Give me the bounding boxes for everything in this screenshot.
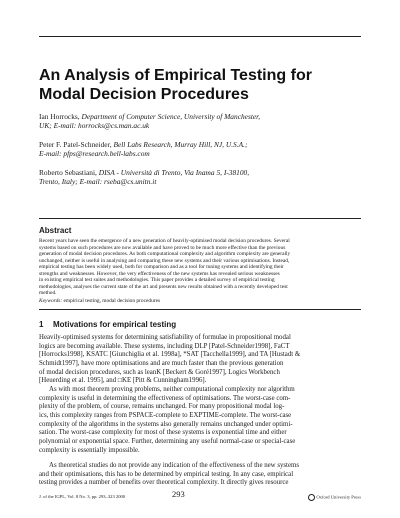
abstract-text bbox=[39, 238, 361, 297]
author-1 bbox=[39, 112, 369, 130]
body-line: polynomial or exponential space. Further, determining any useful normal-case or special-case bbox=[39, 437, 296, 445]
author-affiliation: DISA - Università di Trento, Via Inama 5, I-38100, bbox=[98, 168, 250, 177]
author-name: Ian Horrocks, bbox=[39, 112, 80, 121]
abstract-line: empirical testing has been widely used, both for comparison and as a tool for tuning systems and identifying their bbox=[39, 264, 284, 271]
title-line-2: Modal Decision Procedures bbox=[39, 86, 249, 103]
abstract-line: systems based on such procedures are now available and have proved to be much more effective than the previous bbox=[39, 244, 286, 251]
publisher bbox=[308, 494, 361, 501]
body-line: Heavily-optimised systems for determining satisfiability of formulae in propositional modal bbox=[39, 334, 291, 341]
paragraph-3 bbox=[39, 462, 361, 488]
body-line: complexity is useful in determining the effectiveness of optimisations. The worst-case com- bbox=[39, 394, 291, 402]
abstract-line: strengths and weaknesses. However, the very effectiveness of the new systems has revealed serious weaknesses bbox=[39, 270, 280, 277]
author-name: Peter F. Patel-Schneider, bbox=[39, 140, 112, 149]
section-number: 1 bbox=[39, 320, 44, 329]
author-2-line-1 bbox=[39, 140, 369, 149]
section-heading bbox=[39, 320, 176, 329]
abstract-bottom-rule bbox=[39, 309, 361, 310]
body-line: complexity is essentially impossible. bbox=[39, 446, 140, 454]
author-1-line-1 bbox=[39, 112, 369, 121]
author-affiliation: Department of Computer Science, University of Manchester, bbox=[81, 112, 261, 121]
body-line: of modal decision procedures, such as leanK [Beckert & Goré1997], Logics Workbench bbox=[39, 368, 280, 376]
keywords bbox=[39, 298, 361, 305]
abstract-line: generation of modal decision procedures. As both computational complexity and algorithm complexity are generally bbox=[39, 251, 291, 258]
title-line-1: An Analysis of Empirical Testing for bbox=[39, 67, 312, 84]
body-line: plexity of the problem, of course, remains unchanged. For many propositional modal log- bbox=[39, 403, 285, 411]
paragraph-1 bbox=[39, 334, 361, 386]
author-3-line-2: Trento, Italy; E-mail: rseba@cs.unitn.it bbox=[39, 177, 157, 186]
page-number: 293 bbox=[172, 489, 185, 499]
abstract-line: methodologies, analyses the current state of the art and presents new results obtained with a recently developed test bbox=[39, 283, 288, 290]
section-title: Motivations for empirical testing bbox=[53, 320, 177, 329]
abstract-heading: Abstract bbox=[39, 226, 72, 235]
abstract-line: Recent years have seen the emergence of a new generation of heavily-optimised modal decision procedures. Several bbox=[39, 238, 290, 244]
author-affiliation: Bell Labs Research, Murray Hill, NJ, U.S.A.; bbox=[113, 140, 248, 149]
abstract-top-rule bbox=[39, 218, 361, 219]
body-line: As with most theorem proving problems, neither computational complexity nor algorithm bbox=[49, 386, 295, 393]
body-line: logics are becoming available. These systems, including DLP [Patel-Schneider1998], FaCT bbox=[39, 342, 290, 350]
author-2-line-2: E-mail: pfps@research.bell-labs.com bbox=[39, 149, 150, 158]
body-line: ics, this complexity ranges from PSPACE-complete to EXPTIME-complete. The worst-case bbox=[39, 411, 292, 419]
body-line: Schmidt1997], have more optimisations and are much faster than the previous generation bbox=[39, 359, 284, 367]
abstract-line: in existing empirical test suites and methodologies. This paper provides a detailed survey of empirical testing bbox=[39, 277, 275, 284]
body-line: [Horrocks1998], KSATC [Giunchiglia et al. 1998a], *SAT [Tacchella1999], and TA [Hustadt & bbox=[39, 351, 301, 359]
author-1-line-2: UK; E-mail: horrocks@cs.man.ac.uk bbox=[39, 121, 150, 130]
body-line: and their optimisations, this has to be determined by empirical testing. In any case, empirical bbox=[39, 470, 294, 478]
journal-citation: J. of the IGPL, Vol. 8 No. 3, pp. 293–323 2000 bbox=[39, 494, 126, 499]
top-rule bbox=[39, 36, 361, 37]
paragraph-2 bbox=[39, 386, 361, 455]
keywords-text: empirical testing, modal decision procedures bbox=[62, 298, 161, 304]
author-name: Roberto Sebastiani, bbox=[39, 168, 97, 177]
author-3 bbox=[39, 168, 369, 186]
publisher-logo-icon bbox=[308, 494, 315, 501]
author-2 bbox=[39, 140, 369, 158]
body-line: As theoretical studies do not provide any indication of the effectiveness of the new systems bbox=[49, 462, 299, 469]
author-3-line-1 bbox=[39, 168, 369, 177]
publisher-name: Oxford University Press bbox=[316, 494, 361, 500]
body-line: complexity of the algorithms in the systems also generally remains unchanged under optimi- bbox=[39, 420, 293, 428]
keywords-label: Keywords: bbox=[39, 298, 63, 304]
body-line: sation. The worst-case complexity for most of these systems is exponential time and either bbox=[39, 429, 287, 437]
abstract-line: unchanged, neither is useful in analysing and comparing these new systems and their various optimisations. Instead, bbox=[39, 257, 290, 264]
paper-title bbox=[39, 66, 369, 104]
body-line: [Heuerding et al. 1995], and □KE [Pitt & Cunningham1996]. bbox=[39, 377, 207, 385]
body-line: testing provides a number of benefits over theoretical complexity. It directly gives resource bbox=[39, 479, 289, 487]
abstract-line: method. bbox=[39, 290, 57, 297]
